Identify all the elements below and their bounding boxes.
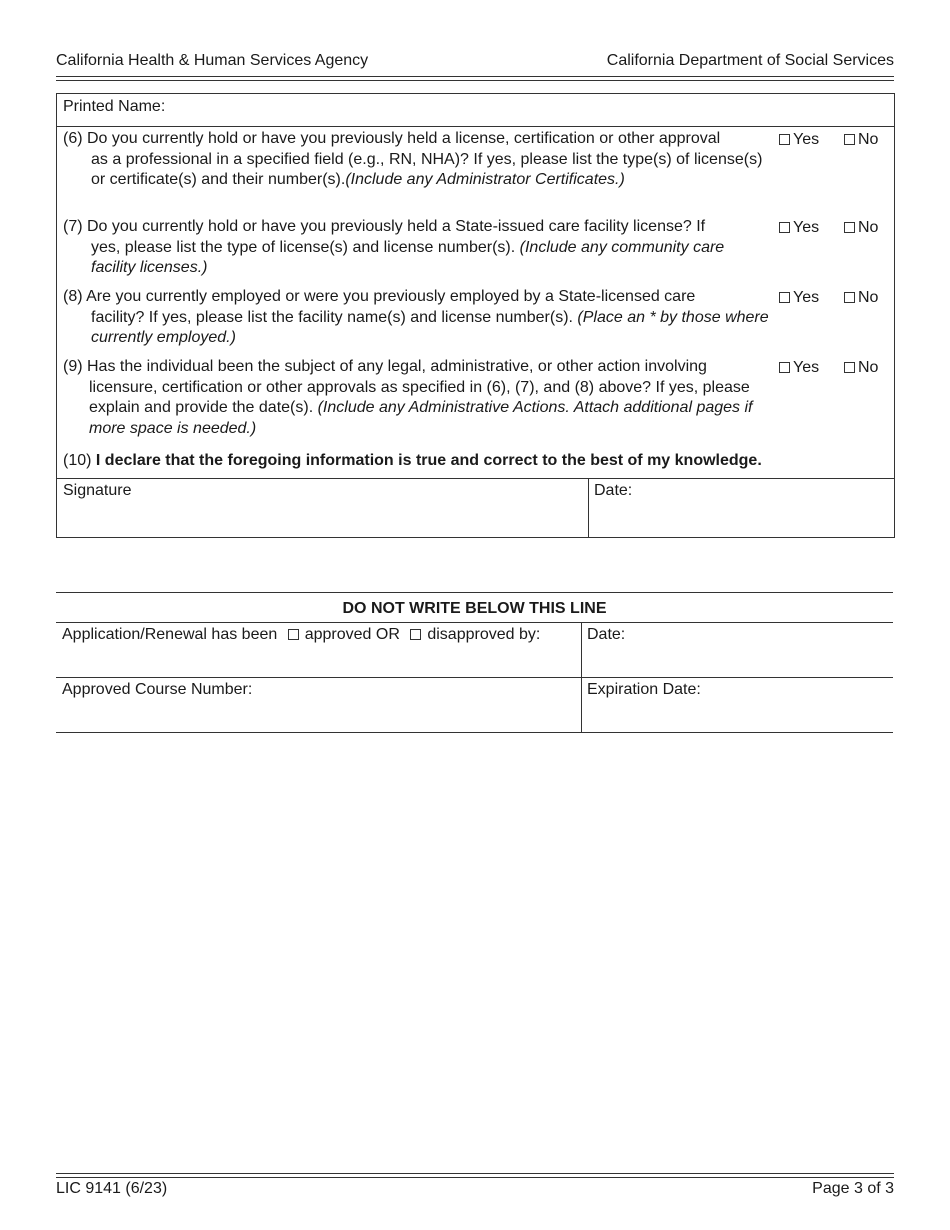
q6-yes-checkbox[interactable]: Yes	[779, 130, 819, 150]
approved-checkbox[interactable]: approved OR	[288, 626, 400, 643]
question-9-answer	[779, 358, 889, 378]
page-number: Page 3 of 3	[812, 1180, 894, 1197]
date-label: Date:	[594, 482, 633, 499]
approval-date-label: Date:	[587, 626, 626, 643]
signature-field[interactable]	[57, 479, 588, 537]
disapproved-checkbox[interactable]: disapproved by:	[410, 626, 540, 643]
q9-no-checkbox[interactable]: No	[844, 358, 878, 378]
page-header	[56, 52, 894, 74]
checkbox-icon	[779, 222, 790, 233]
course-number-label: Approved Course Number:	[62, 681, 253, 698]
applicant-form	[56, 93, 895, 538]
question-8-answer	[779, 288, 889, 308]
question-7: (7) Do you currently hold or have you previously held a State-issued care facility license? If yes, please list the type of license(s) and license number(s). (Include any community care facility licenses.)	[63, 218, 725, 276]
question-6-answer	[779, 130, 889, 150]
checkbox-icon	[779, 292, 790, 303]
q8-no-checkbox[interactable]: No	[844, 288, 878, 308]
office-use-title: DO NOT WRITE BELOW THIS LINE	[342, 600, 607, 617]
divider	[581, 622, 582, 733]
declaration: (10) I declare that the foregoing information is true and correct to the best of my knowledge.	[63, 452, 762, 469]
question-6: (6) Do you currently hold or have you previously held a license, certification or other approval as a professional in a specified field (e.g., RN, NHA)? If yes, please list the type(s) of license(s) or certificate(s) and their number(s).(Include any Administrator Certificates.)	[63, 130, 763, 188]
question-8: (8) Are you currently employed or were you previously employed by a State-licensed care facility? If yes, please list the facility name(s) and license number(s). (Place an * by those where currently employed.)	[63, 288, 769, 346]
divider	[56, 677, 893, 678]
checkbox-icon	[779, 134, 790, 145]
checkbox-icon	[844, 222, 855, 233]
q7-no-checkbox[interactable]: No	[844, 218, 878, 238]
expiration-date-label: Expiration Date:	[587, 681, 701, 698]
q7-yes-checkbox[interactable]: Yes	[779, 218, 819, 238]
q9-yes-checkbox[interactable]: Yes	[779, 358, 819, 378]
approval-status: Application/Renewal has been approved OR disapproved by:	[62, 626, 541, 643]
checkbox-icon	[844, 134, 855, 145]
form-id: LIC 9141 (6/23)	[56, 1180, 168, 1197]
q6-no-checkbox[interactable]: No	[844, 130, 878, 150]
question-7-answer	[779, 218, 889, 238]
agency-name: California Health & Human Services Agency	[56, 52, 369, 69]
printed-name-label: Printed Name:	[63, 98, 166, 115]
header-divider	[56, 76, 894, 81]
divider	[56, 732, 893, 733]
checkbox-icon	[410, 629, 421, 640]
signature-label: Signature	[63, 482, 132, 499]
footer-divider	[56, 1173, 894, 1178]
divider	[56, 592, 893, 593]
divider	[56, 622, 893, 623]
checkbox-icon	[844, 362, 855, 373]
checkbox-icon	[779, 362, 790, 373]
q8-yes-checkbox[interactable]: Yes	[779, 288, 819, 308]
department-name: California Department of Social Services	[606, 52, 894, 69]
checkbox-icon	[844, 292, 855, 303]
divider	[57, 126, 894, 127]
checkbox-icon	[288, 629, 299, 640]
question-9: (9) Has the individual been the subject of any legal, administrative, or other action involving licensure, certification or other approvals as specified in (6), (7), and (8) above? If yes, please explain and provide the date(s). (Include any Administrative Actions. Attach additional pages if more space is needed.)	[63, 358, 753, 437]
signature-date-field[interactable]	[589, 479, 894, 537]
